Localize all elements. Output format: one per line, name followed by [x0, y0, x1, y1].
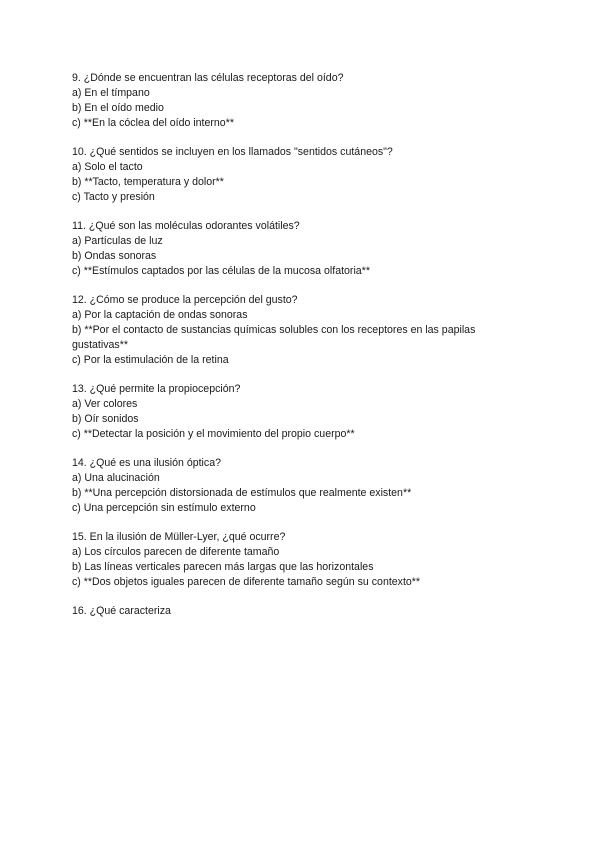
question-prompt: 11. ¿Qué son las moléculas odorantes volátiles? [72, 220, 300, 232]
question-block [72, 604, 532, 619]
question-prompt: 14. ¿Qué es una ilusión óptica? [72, 457, 221, 469]
question-block [72, 145, 532, 205]
question-prompt: 16. ¿Qué caracteriza [72, 605, 171, 617]
answer-option: b) Las líneas verticales parecen más largas que las horizontales [72, 561, 374, 573]
answer-option: b) En el oído medio [72, 102, 164, 114]
answer-option: c) Una percepción sin estímulo externo [72, 502, 256, 514]
question-block [72, 530, 532, 590]
question-block [72, 219, 532, 279]
answer-option: c) **Estímulos captados por las células de la mucosa olfatoria** [72, 265, 370, 277]
answer-option: b) **Por el contacto de sustancias químicas solubles con los receptores en las papilas gustativas** [72, 324, 476, 351]
answer-option: a) En el tímpano [72, 87, 150, 99]
question-list [72, 71, 532, 633]
answer-option: c) Por la estimulación de la retina [72, 354, 229, 366]
answer-option: a) Por la captación de ondas sonoras [72, 309, 248, 321]
question-block [72, 71, 532, 131]
answer-option: c) **Dos objetos iguales parecen de diferente tamaño según su contexto** [72, 576, 421, 588]
answer-option: a) Los círculos parecen de diferente tamaño [72, 546, 280, 558]
answer-option: b) **Tacto, temperatura y dolor** [72, 176, 224, 188]
answer-option: b) **Una percepción distorsionada de estímulos que realmente existen** [72, 487, 412, 499]
question-prompt: 12. ¿Cómo se produce la percepción del gusto? [72, 294, 298, 306]
answer-option: a) Solo el tacto [72, 161, 143, 173]
question-prompt: 15. En la ilusión de Müller-Lyer, ¿qué ocurre? [72, 531, 286, 543]
question-prompt: 13. ¿Qué permite la propiocepción? [72, 383, 241, 395]
answer-option: a) Una alucinación [72, 472, 160, 484]
answer-option: b) Ondas sonoras [72, 250, 157, 262]
question-block [72, 293, 532, 368]
answer-option: c) Tacto y presión [72, 191, 155, 203]
question-prompt: 9. ¿Dónde se encuentran las células receptoras del oído? [72, 72, 344, 84]
answer-option: a) Ver colores [72, 398, 138, 410]
answer-option: c) **En la cóclea del oído interno** [72, 117, 234, 129]
answer-option: c) **Detectar la posición y el movimiento del propio cuerpo** [72, 428, 355, 440]
answer-option: b) Oír sonidos [72, 413, 139, 425]
answer-option: a) Partículas de luz [72, 235, 163, 247]
question-prompt: 10. ¿Qué sentidos se incluyen en los llamados "sentidos cutáneos"? [72, 146, 393, 158]
question-block [72, 456, 532, 516]
question-block [72, 382, 532, 442]
